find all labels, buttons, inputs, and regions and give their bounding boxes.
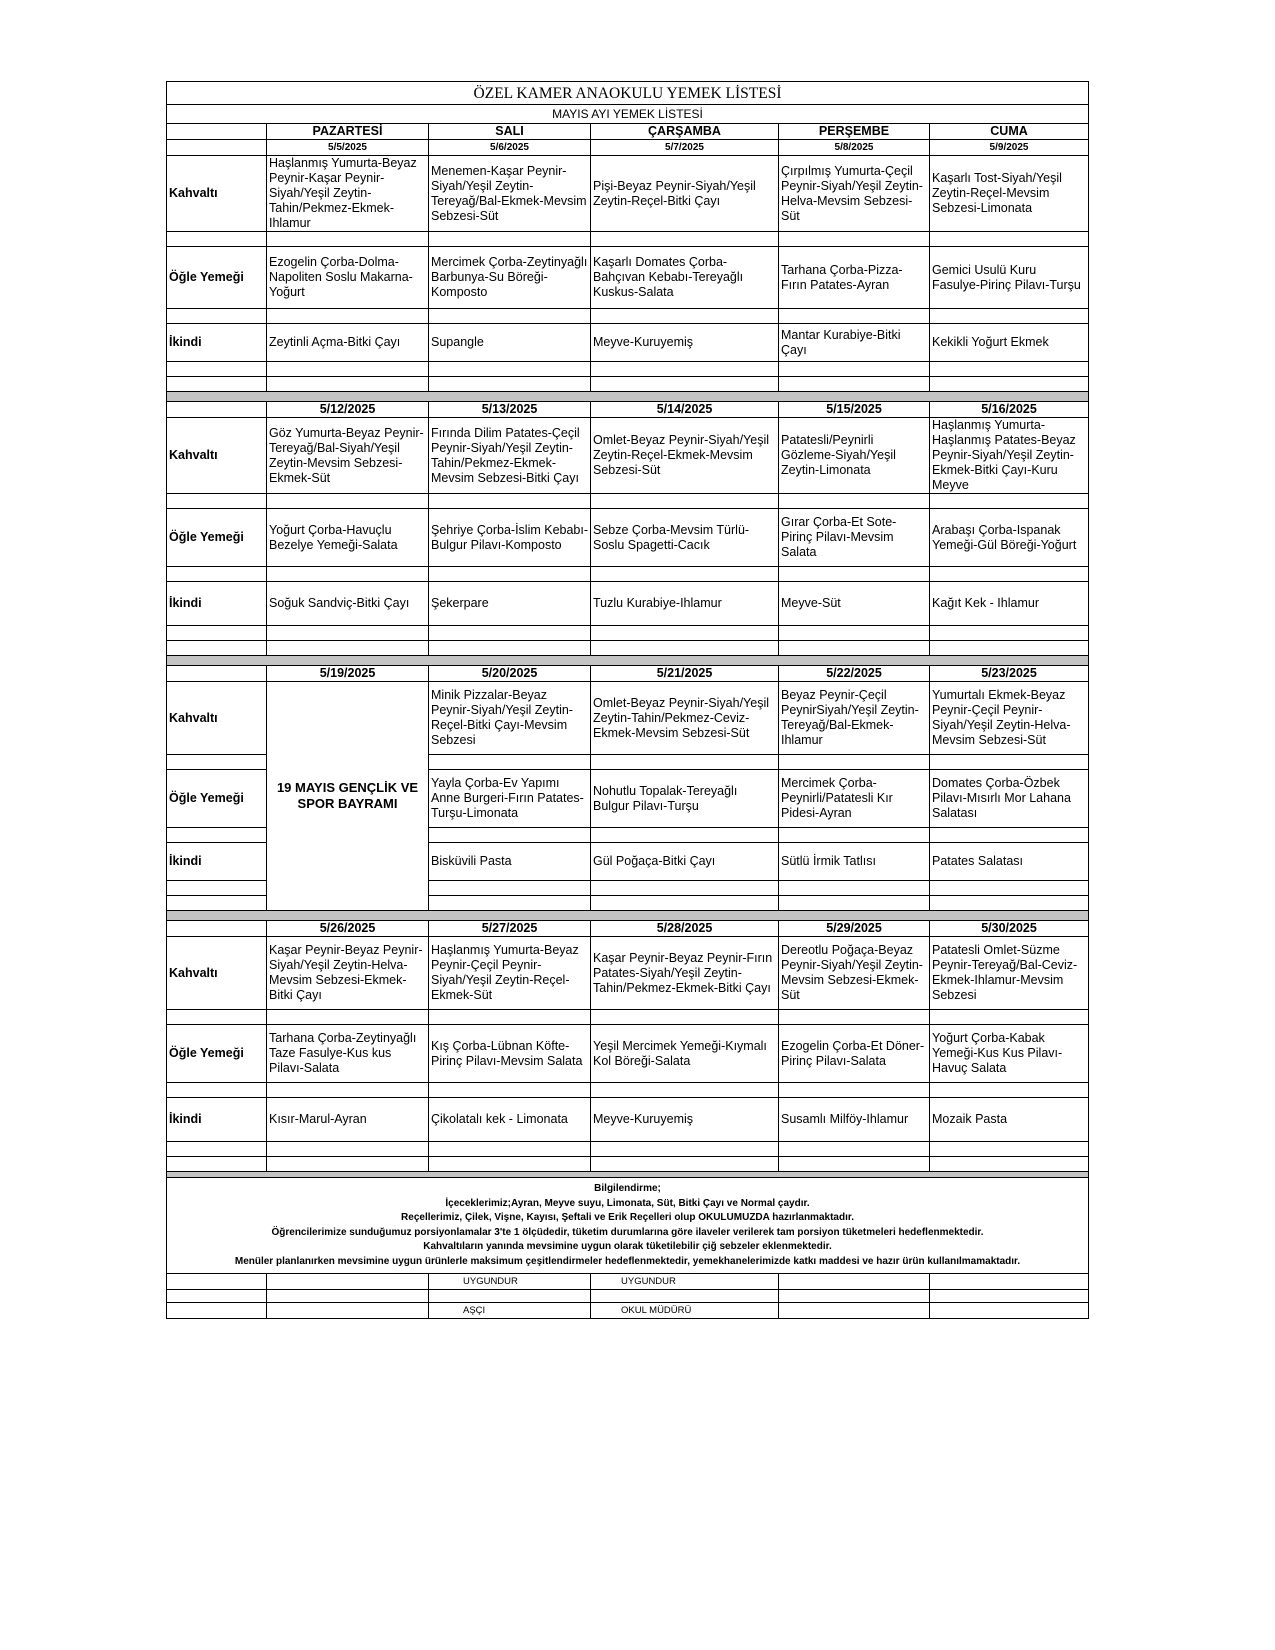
meal-cell: Tarhana Çorba-Zeytinyağlı Taze Fasulye-Kus kus Pilavı-Salata <box>267 1025 429 1083</box>
week-3-breakfast-row <box>167 682 1089 755</box>
date-cell: 5/21/2025 <box>591 666 779 682</box>
spacer-row <box>167 309 1089 324</box>
date-cell: 5/29/2025 <box>779 921 930 937</box>
meal-cell: Mozaik Pasta <box>930 1098 1089 1142</box>
date-cell: 5/12/2025 <box>267 402 429 418</box>
meal-cell: Zeytinli Açma-Bitki Çayı <box>267 324 429 362</box>
meal-cell: Kağıt Kek - Ihlamur <box>930 582 1089 626</box>
approved-label: UYGUNDUR <box>591 1274 779 1290</box>
menu-title: ÖZEL KAMER ANAOKULU YEMEK LİSTESİ <box>167 82 1089 105</box>
meal-cell: Minik Pizzalar-Beyaz Peynir-Siyah/Yeşil Zeytin-Reçel-Bitki Çayı-Mevsim Sebzesi <box>429 682 591 755</box>
week-1-dates <box>167 140 1089 156</box>
date-cell: 5/30/2025 <box>930 921 1089 937</box>
spacer-row <box>167 567 1089 582</box>
lunch-label: Öğle Yemeği <box>167 770 267 828</box>
menu-table <box>166 81 1089 1319</box>
date-cell: 5/19/2025 <box>267 666 429 682</box>
meal-cell: Yumurtalı Ekmek-Beyaz Peynir-Çeçil Peynir-Siyah/Yeşil Zeytin-Helva-Mevsim Sebzesi-Süt <box>930 682 1089 755</box>
spacer-row <box>167 641 1089 656</box>
meal-cell: Kaşar Peynir-Beyaz Peynir-Fırın Patates-Siyah/Yeşil Zeytin-Tahin/Pekmez-Ekmek-Bitki Çayı <box>591 937 779 1010</box>
breakfast-label: Kahvaltı <box>167 937 267 1010</box>
date-cell: 5/6/2025 <box>429 140 591 156</box>
menu-subtitle: MAYIS AYI YEMEK LİSTESİ <box>167 105 1089 124</box>
info-heading: Bilgilendirme; <box>594 1183 661 1194</box>
meal-cell: Bisküvili Pasta <box>429 843 591 881</box>
date-cell: 5/20/2025 <box>429 666 591 682</box>
meal-cell: Susamlı Milföy-Ihlamur <box>779 1098 930 1142</box>
meal-cell: Tuzlu Kurabiye-Ihlamur <box>591 582 779 626</box>
day-tuesday: SALI <box>429 124 591 140</box>
meal-cell: Haşlanmış Yumurta-Beyaz Peynir-Çeçil Peynir-Siyah/Yeşil Zeytin-Reçel-Ekmek-Süt <box>429 937 591 1010</box>
week-2-lunch-row <box>167 509 1089 567</box>
snack-label: İkindi <box>167 324 267 362</box>
week-4-dates <box>167 921 1089 937</box>
info-row <box>167 1178 1089 1274</box>
meal-cell: Supangle <box>429 324 591 362</box>
principal-label: OKUL MÜDÜRÜ <box>591 1303 779 1319</box>
meal-cell: Menemen-Kaşar Peynir-Siyah/Yeşil Zeytin-Tereyağ/Bal-Ekmek-Mevsim Sebzesi-Süt <box>429 156 591 232</box>
meal-cell: Soğuk Sandviç-Bitki Çayı <box>267 582 429 626</box>
empty-cell <box>167 666 267 682</box>
meal-cell: Fırında Dilim Patates-Çeçil Peynir-Siyah/Yeşil Zeytin-Tahin/Pekmez-Ekmek-Mevsim Sebzesi-Bitki Çayı <box>429 418 591 494</box>
week-separator <box>167 911 1089 921</box>
meal-cell: Sütlü İrmik Tatlısı <box>779 843 930 881</box>
date-cell: 5/15/2025 <box>779 402 930 418</box>
day-wednesday: ÇARŞAMBA <box>591 124 779 140</box>
spacer-row <box>167 1157 1089 1172</box>
meal-cell: Yoğurt Çorba-Havuçlu Bezelye Yemeği-Salata <box>267 509 429 567</box>
spacer-row <box>167 494 1089 509</box>
date-cell: 5/14/2025 <box>591 402 779 418</box>
breakfast-label: Kahvaltı <box>167 682 267 755</box>
snack-label: İkindi <box>167 582 267 626</box>
meal-cell: Mantar Kurabiye-Bitki Çayı <box>779 324 930 362</box>
date-cell: 5/27/2025 <box>429 921 591 937</box>
info-box <box>167 1178 1089 1274</box>
meal-cell: Meyve-Süt <box>779 582 930 626</box>
signature-row-1 <box>167 1274 1089 1290</box>
spacer-row <box>167 362 1089 377</box>
lunch-label: Öğle Yemeği <box>167 509 267 567</box>
breakfast-label: Kahvaltı <box>167 156 267 232</box>
meal-cell: Beyaz Peynir-Çeçil PeynirSiyah/Yeşil Zeytin-Tereyağ/Bal-Ekmek-Ihlamur <box>779 682 930 755</box>
approved-label: UYGUNDUR <box>429 1274 591 1290</box>
date-cell: 5/7/2025 <box>591 140 779 156</box>
meal-cell: Yayla Çorba-Ev Yapımı Anne Burgeri-Fırın Patates-Turşu-Limonata <box>429 770 591 828</box>
meal-cell: Gül Poğaça-Bitki Çayı <box>591 843 779 881</box>
date-cell: 5/22/2025 <box>779 666 930 682</box>
info-line: Öğrencilerimize sunduğumuz porsiyonlamalar 3'te 1 ölçüdedir, tüketim durumlarına göre ilaveler verilerek tam porsiyon tüketmeleri hedeflenmektedir. <box>271 1226 984 1238</box>
week-1-snack-row <box>167 324 1089 362</box>
meal-cell: Gırar Çorba-Et Sote-Pirinç Pilavı-Mevsim Salata <box>779 509 930 567</box>
meal-cell: Çikolatalı kek - Limonata <box>429 1098 591 1142</box>
empty-cell <box>167 921 267 937</box>
meal-cell: Kaşarlı Tost-Siyah/Yeşil Zeytin-Reçel-Mevsim Sebzesi-Limonata <box>930 156 1089 232</box>
menu-sheet <box>166 81 1088 1319</box>
meal-cell: Çırpılmış Yumurta-Çeçil Peynir-Siyah/Yeşil Zeytin-Helva-Mevsim Sebzesi-Süt <box>779 156 930 232</box>
info-line: İçeceklerimiz;Ayran, Meyve suyu, Limonata, Süt, Bitki Çayı ve Normal çaydır. <box>445 1197 810 1209</box>
meal-cell: Omlet-Beyaz Peynir-Siyah/Yeşil Zeytin-Reçel-Ekmek-Mevsim Sebzesi-Süt <box>591 418 779 494</box>
empty-cell <box>167 140 267 156</box>
meal-cell: Ezogelin Çorba-Et Döner-Pirinç Pilavı-Salata <box>779 1025 930 1083</box>
snack-label: İkindi <box>167 1098 267 1142</box>
week-separator <box>167 656 1089 666</box>
empty-cell <box>167 124 267 140</box>
week-separator <box>167 392 1089 402</box>
date-cell: 5/13/2025 <box>429 402 591 418</box>
day-friday: CUMA <box>930 124 1089 140</box>
info-line: Kahvaltıların yanında mevsimine uygun olarak tüketilebilir çiğ sebzeler eklenmektedir. <box>423 1241 832 1252</box>
meal-cell: Kaşar Peynir-Beyaz Peynir-Siyah/Yeşil Zeytin-Helva-Mevsim Sebzesi-Ekmek-Bitki Çayı <box>267 937 429 1010</box>
meal-cell: Kekikli Yoğurt Ekmek <box>930 324 1089 362</box>
lunch-label: Öğle Yemeği <box>167 247 267 309</box>
meal-cell: Patates Salatası <box>930 843 1089 881</box>
meal-cell: Patatesli/Peynirli Gözleme-Siyah/Yeşil Zeytin-Limonata <box>779 418 930 494</box>
breakfast-label: Kahvaltı <box>167 418 267 494</box>
date-cell: 5/16/2025 <box>930 402 1089 418</box>
day-monday: PAZARTESİ <box>267 124 429 140</box>
meal-cell: Meyve-Kuruyemiş <box>591 1098 779 1142</box>
meal-cell: Şehriye Çorba-İslim Kebabı-Bulgur Pilavı-Komposto <box>429 509 591 567</box>
meal-cell: Kış Çorba-Lübnan Köfte-Pirinç Pilavı-Mevsim Salata <box>429 1025 591 1083</box>
spacer-row <box>167 377 1089 392</box>
day-header-row <box>167 124 1089 140</box>
meal-cell: Gemici Usulü Kuru Fasulye-Pirinç Pilavı-Turşu <box>930 247 1089 309</box>
date-cell: 5/28/2025 <box>591 921 779 937</box>
signature-row-3 <box>167 1303 1089 1319</box>
week-2-breakfast-row <box>167 418 1089 494</box>
week-3-dates <box>167 666 1089 682</box>
meal-cell: Yoğurt Çorba-Kabak Yemeği-Kus Kus Pilavı-Havuç Salata <box>930 1025 1089 1083</box>
meal-cell: Pişi-Beyaz Peynir-Siyah/Yeşil Zeytin-Reçel-Bitki Çayı <box>591 156 779 232</box>
meal-cell: Mercimek Çorba-Zeytinyağlı Barbunya-Su Böreği-Komposto <box>429 247 591 309</box>
meal-cell: Göz Yumurta-Beyaz Peynir-Tereyağ/Bal-Siyah/Yeşil Zeytin-Mevsim Sebzesi-Ekmek-Süt <box>267 418 429 494</box>
spacer-row <box>167 232 1089 247</box>
meal-cell: Ezogelin Çorba-Dolma-Napoliten Soslu Makarna-Yoğurt <box>267 247 429 309</box>
spacer-row <box>167 626 1089 641</box>
week-4-breakfast-row <box>167 937 1089 1010</box>
meal-cell: Mercimek Çorba-Peynirli/Patatesli Kır Pidesi-Ayran <box>779 770 930 828</box>
week-1-lunch-row <box>167 247 1089 309</box>
holiday-cell: 19 MAYIS GENÇLİK VE SPOR BAYRAMI <box>267 682 429 911</box>
meal-cell: Nohutlu Topalak-Tereyağlı Bulgur Pilavı-Turşu <box>591 770 779 828</box>
empty-cell <box>167 402 267 418</box>
meal-cell: Arabaşı Çorba-Ispanak Yemeği-Gül Böreği-Yoğurt <box>930 509 1089 567</box>
meal-cell: Sebze Çorba-Mevsim Türlü-Soslu Spagetti-Cacık <box>591 509 779 567</box>
week-1-breakfast-row <box>167 156 1089 232</box>
meal-cell: Patatesli Omlet-Süzme Peynir-Tereyağ/Bal-Ceviz-Ekmek-Ihlamur-Mevsim Sebzesi <box>930 937 1089 1010</box>
date-cell: 5/9/2025 <box>930 140 1089 156</box>
signature-row-2 <box>167 1290 1089 1303</box>
meal-cell: Yeşil Mercimek Yemeği-Kıymalı Kol Böreği-Salata <box>591 1025 779 1083</box>
meal-cell: Meyve-Kuruyemiş <box>591 324 779 362</box>
week-4-lunch-row <box>167 1025 1089 1083</box>
snack-label: İkindi <box>167 843 267 881</box>
date-cell: 5/5/2025 <box>267 140 429 156</box>
info-line: Reçellerimiz, Çilek, Vişne, Kayısı, Şeftali ve Erik Reçelleri olup OKULUMUZDA hazırlanmaktadır. <box>401 1212 854 1223</box>
meal-cell: Dereotlu Poğaça-Beyaz Peynir-Siyah/Yeşil Zeytin-Mevsim Sebzesi-Ekmek-Süt <box>779 937 930 1010</box>
spacer-row <box>167 1010 1089 1025</box>
info-line: Menüler planlanırken mevsimine uygun ürünlerle maksimum çeşitlendirmeler hedeflenmektedir, yemekhanelerimizde katkı maddesi ve hazır ürün kullanılmamaktadır. <box>234 1255 1021 1267</box>
week-2-dates <box>167 402 1089 418</box>
lunch-label: Öğle Yemeği <box>167 1025 267 1083</box>
date-cell: 5/8/2025 <box>779 140 930 156</box>
cook-label: AŞÇI <box>429 1303 591 1319</box>
meal-cell: Haşlanmış Yumurta-Beyaz Peynir-Kaşar Peynir-Siyah/Yeşil Zeytin-Tahin/Pekmez-Ekmek-Ihlamur <box>267 156 429 232</box>
spacer-row <box>167 1083 1089 1098</box>
spacer-row <box>167 1142 1089 1157</box>
meal-cell: Tarhana Çorba-Pizza-Fırın Patates-Ayran <box>779 247 930 309</box>
meal-cell: Kaşarlı Domates Çorba-Bahçıvan Kebabı-Tereyağlı Kuskus-Salata <box>591 247 779 309</box>
day-thursday: PERŞEMBE <box>779 124 930 140</box>
date-cell: 5/23/2025 <box>930 666 1089 682</box>
meal-cell: Omlet-Beyaz Peynir-Siyah/Yeşil Zeytin-Tahin/Pekmez-Ceviz-Ekmek-Mevsim Sebzesi-Süt <box>591 682 779 755</box>
date-cell: 5/26/2025 <box>267 921 429 937</box>
meal-cell: Kısır-Marul-Ayran <box>267 1098 429 1142</box>
meal-cell: Haşlanmış Yumurta-Haşlanmış Patates-Beyaz Peynir-Siyah/Yeşil Zeytin-Ekmek-Bitki Çayı-Kuru Meyve <box>930 418 1089 494</box>
meal-cell: Şekerpare <box>429 582 591 626</box>
week-2-snack-row <box>167 582 1089 626</box>
meal-cell: Domates Çorba-Özbek Pilavı-Mısırlı Mor Lahana Salatası <box>930 770 1089 828</box>
week-4-snack-row <box>167 1098 1089 1142</box>
